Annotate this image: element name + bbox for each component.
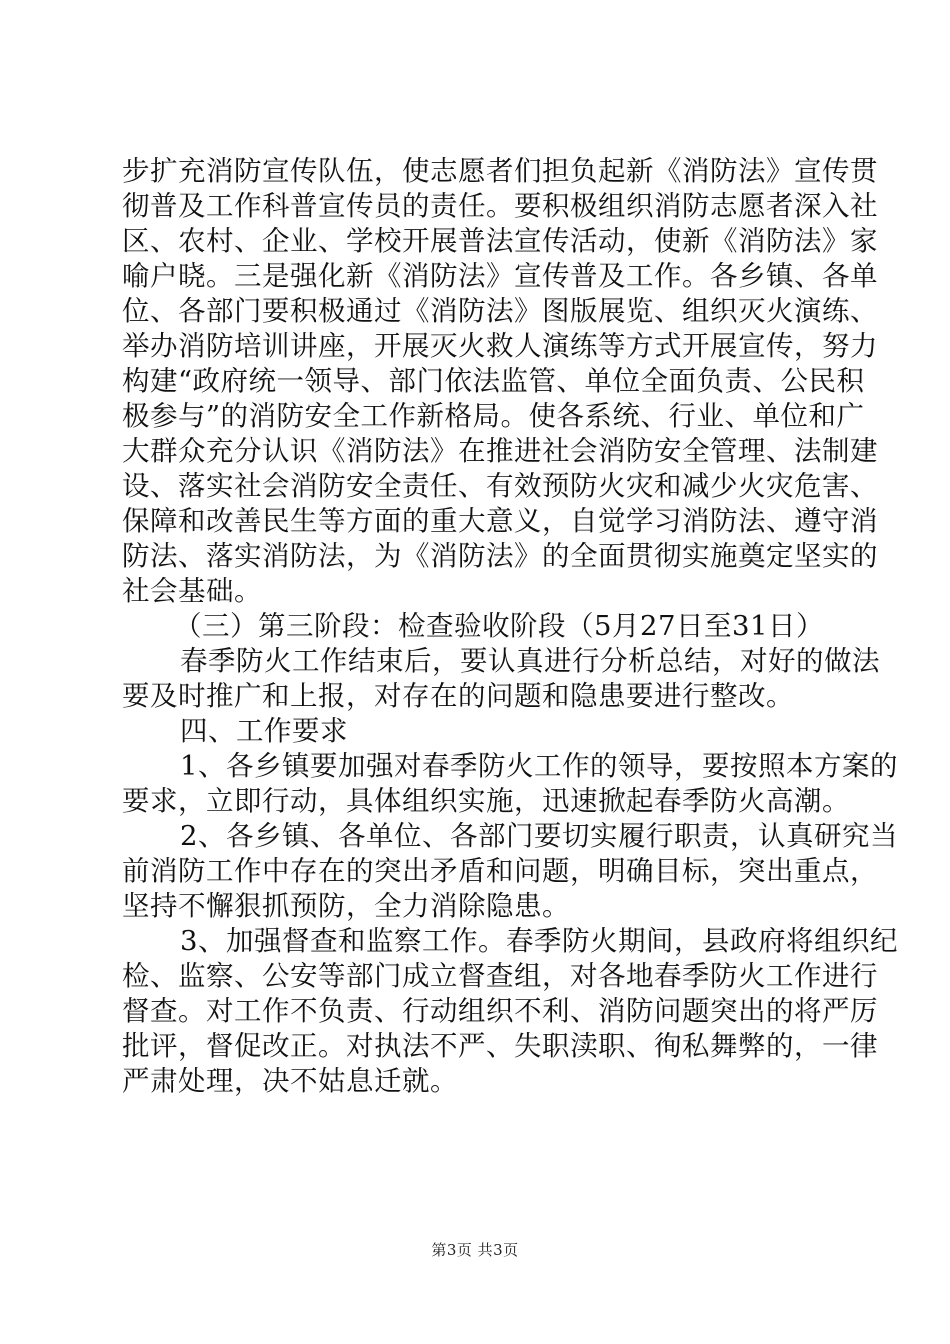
- page-number-footer: 第3页 共3页: [431, 1241, 519, 1259]
- text-line: 大群众充分认识《消防法》在推进社会消防安全管理、法制建: [122, 435, 878, 467]
- text-line: 要求，立即行动，具体组织实施，迅速掀起春季防火高潮。: [122, 785, 850, 817]
- text-line: 春季防火工作结束后，要认真进行分析总结，对好的做法: [180, 645, 880, 677]
- text-line: 举办消防培训讲座，开展灭火救人演练等方式开展宣传，努力: [122, 330, 878, 362]
- text-line: 批评，督促改正。对执法不严、失职渎职、徇私舞弊的，一律: [122, 1030, 878, 1062]
- text-line: 2、各乡镇、各单位、各部门要切实履行职责，认真研究当: [180, 820, 898, 852]
- text-line: 防法、落实消防法，为《消防法》的全面贯彻实施奠定坚实的: [122, 540, 878, 572]
- text-line: 前消防工作中存在的突出矛盾和问题，明确目标，突出重点，: [122, 855, 878, 887]
- document-body: [122, 154, 898, 1099]
- text-line: 检、监察、公安等部门成立督查组，对各地春季防火工作进行: [122, 960, 878, 992]
- section-heading: （三）第三阶段：检查验收阶段（5月27日至31日）: [174, 610, 824, 642]
- text-line: 位、各部门要积极通过《消防法》图版展览、组织灭火演练、: [122, 295, 878, 327]
- text-line: 严肃处理，决不姑息迁就。: [122, 1065, 458, 1097]
- text-line: 督查。对工作不负责、行动组织不利、消防问题突出的将严厉: [122, 995, 878, 1027]
- text-line: 极参与”的消防安全工作新格局。使各系统、行业、单位和广: [122, 400, 865, 432]
- text-line: 坚持不懈狠抓预防，全力消除隐患。: [122, 890, 570, 922]
- text-line: 3、加强督查和监察工作。春季防火期间，县政府将组织纪: [180, 925, 898, 957]
- text-line: 喻户晓。三是强化新《消防法》宣传普及工作。各乡镇、各单: [122, 260, 878, 292]
- text-line: 步扩充消防宣传队伍，使志愿者们担负起新《消防法》宣传贯: [122, 155, 878, 187]
- text-line: 构建“政府统一领导、部门依法监管、单位全面负责、公民积: [122, 365, 865, 397]
- section-heading: 四、工作要求: [180, 715, 348, 747]
- text-line: 社会基础。: [122, 575, 262, 607]
- text-line: 要及时推广和上报，对存在的问题和隐患要进行整改。: [122, 680, 794, 712]
- text-line: 1、各乡镇要加强对春季防火工作的领导，要按照本方案的: [180, 750, 898, 782]
- text-line: 区、农村、企业、学校开展普法宣传活动，使新《消防法》家: [122, 225, 878, 257]
- text-line: 保障和改善民生等方面的重大意义，自觉学习消防法、遵守消: [122, 505, 878, 537]
- text-line: 彻普及工作科普宣传员的责任。要积极组织消防志愿者深入社: [122, 190, 878, 222]
- text-line: 设、落实社会消防安全责任、有效预防火灾和减少火灾危害、: [122, 470, 878, 502]
